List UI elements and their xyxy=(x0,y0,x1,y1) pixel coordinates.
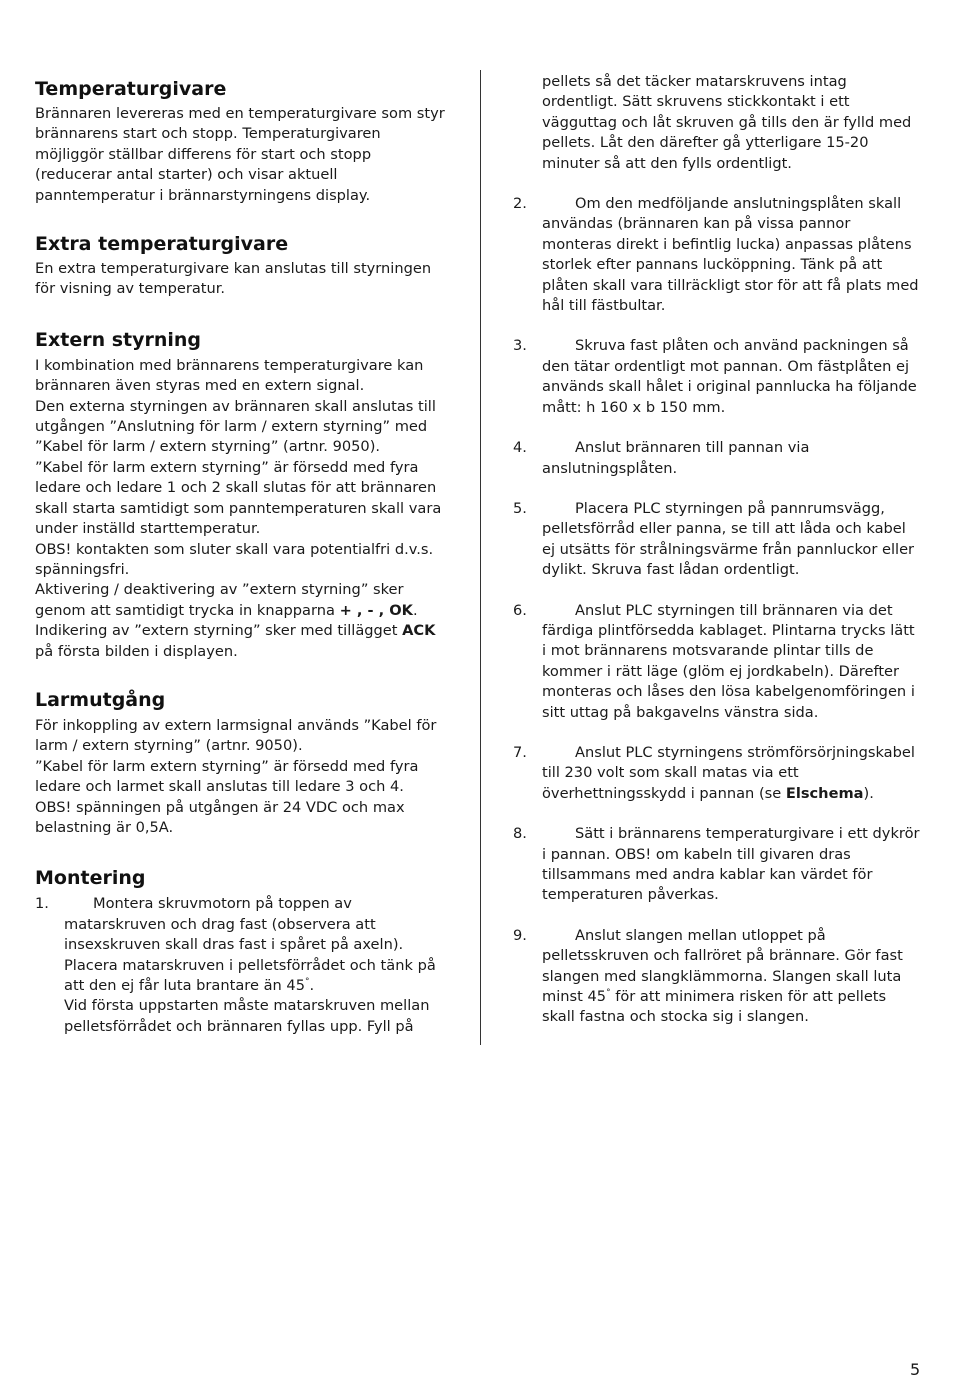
text-line: ordentligt. Sätt skruvens stickkontakt i ett xyxy=(542,93,850,111)
text-line: Anslut brännaren till pannan via xyxy=(575,439,810,457)
heading-larmutgang: Larmutgång xyxy=(35,688,166,711)
item-number: 9. xyxy=(513,926,527,944)
text-line: Anslut PLC styrningen till brännaren via det xyxy=(575,601,893,619)
text-line: panntemperatur i brännarstyrningens display. xyxy=(35,186,371,204)
item-number: 6. xyxy=(513,601,527,619)
text-line: slangen med slangklämmorna. Slangen skall luta xyxy=(542,967,902,985)
text-line: spänningsfri. xyxy=(35,560,130,578)
text-line xyxy=(542,784,923,804)
text-line: Brännaren levereras med en temperaturgivare som styr xyxy=(35,105,445,122)
heading-extern-styrning: Extern styrning xyxy=(35,328,202,351)
text-line: Skruva fast plåten och använd packningen så xyxy=(575,337,909,355)
text-span: Montera skruvmotorn på toppen av xyxy=(93,895,352,913)
item-number: 7. xyxy=(513,743,527,761)
montering-item-9 xyxy=(513,926,923,1028)
text-line: matarskruven och drag fast (observera att xyxy=(64,915,376,933)
text-span: . xyxy=(413,601,418,619)
text-line: temperaturen påverkas. xyxy=(542,886,719,904)
key-combination: + , - , OK xyxy=(339,601,413,619)
text-line: brännaren även styras med en extern signal. xyxy=(35,377,365,395)
text-span: genom att samtidigt trycka in knapparna xyxy=(35,601,340,619)
montering-item-1 xyxy=(35,894,455,1037)
text-line: larm / extern styrning” (artnr. 9050). xyxy=(35,737,303,755)
text-line: ”Kabel för larm extern styrning” är försedd med fyra xyxy=(35,757,419,775)
text-line: färdiga plintförsedda kablaget. Plintarna trycks lätt xyxy=(542,621,915,639)
text-line: tillsammans med andra kablar kan värdet för xyxy=(542,866,873,883)
text-line: Aktivering / deaktivering av ”extern styrning” sker xyxy=(35,581,404,599)
text-line: kommer i rätt läge (glöm ej jordkabeln). Därefter xyxy=(542,662,900,680)
item-number: 1. xyxy=(35,895,49,913)
text-line: Vid första uppstarten måste matarskruven mellan xyxy=(64,997,430,1015)
item-body xyxy=(542,336,923,418)
text-line: En extra temperaturgivare kan anslutas till styrningen xyxy=(35,260,432,278)
text-line: pellets. Låt den därefter gå ytterligare 15-20 xyxy=(542,134,869,152)
item-body xyxy=(542,499,923,581)
section-larm-text xyxy=(35,716,455,838)
section-extra-text xyxy=(35,259,455,300)
section-extern-text xyxy=(35,356,455,662)
item-body xyxy=(542,824,923,906)
text-line: användas (brännaren kan på vissa pannor xyxy=(542,215,851,233)
text-span: för att minimera risken för att pellets xyxy=(610,988,887,1006)
degree-symbol: ° xyxy=(304,977,310,988)
text-span: . xyxy=(309,977,315,994)
heading-montering: Montering xyxy=(35,867,146,890)
left-column xyxy=(35,0,455,1037)
text-line: pelletsskruven och fallröret på brännare. Gör fast xyxy=(542,947,903,965)
text-line: monteras och låses den lösa kabelgenomföringen i xyxy=(542,683,915,701)
text-line: utgången ”Anslutning för larm / extern styrning” med xyxy=(35,418,428,436)
montering-item-4 xyxy=(513,438,923,479)
montering-item-2 xyxy=(513,194,923,316)
text-line: Anslut slangen mellan utloppet på xyxy=(575,926,826,944)
text-line: i mot brännarens motsvarande plintar tills de xyxy=(542,642,874,660)
item-body xyxy=(542,743,923,804)
text-line: anslutningsplåten. xyxy=(542,459,678,477)
text-line: insexskruven skall dras fast i spåret på axeln). xyxy=(64,936,404,954)
text-line: för visning av temperatur. xyxy=(35,280,226,298)
ack-label: ACK xyxy=(402,622,436,640)
page-number: 5 xyxy=(910,1360,921,1379)
text-line: (reducerar antal starter) och visar aktuell xyxy=(35,166,338,184)
text-line: i pannan. OBS! om kabeln till givaren dras xyxy=(542,845,851,863)
item-number: 8. xyxy=(513,825,527,843)
degree-symbol: ° xyxy=(606,988,611,999)
item-number: 4. xyxy=(513,439,527,457)
text-line: OBS! kontakten som sluter skall vara potentialfri d.v.s. xyxy=(35,540,434,558)
montering-item-6 xyxy=(513,601,923,723)
text-line: ledare och larmet skall anslutas till ledare 3 och 4. xyxy=(35,778,404,796)
item-body xyxy=(542,194,923,316)
text-line: plåten skall vara tillräckligt stor för att få plats med xyxy=(542,276,919,294)
text-line: möjliggör ställbar differens för start och stopp xyxy=(35,145,372,163)
item-number: 5. xyxy=(513,499,527,517)
continued-text xyxy=(513,72,923,174)
montering-item-5 xyxy=(513,499,923,581)
item-body xyxy=(542,438,923,479)
text-line: brännarens start och stopp. Temperaturgivaren xyxy=(35,125,381,143)
text-line: monteras direkt i befintlig lucka) anpassas plåtens xyxy=(542,235,912,253)
text-line: belastning är 0,5A. xyxy=(35,818,174,836)
montering-item-3 xyxy=(513,336,923,418)
text-line: Sätt i brännarens temperaturgivare i ett dykrör xyxy=(575,825,920,843)
text-line: ”Kabel för larm extern styrning” är försedd med fyra xyxy=(35,458,419,476)
text-line: pelletsförråd eller panna, se till att låda och kabel xyxy=(542,520,906,538)
text-line: ledare och ledare 1 och 2 skall slutas för att brännaren xyxy=(35,479,437,497)
item-first-line xyxy=(35,894,455,914)
text-line: används skall hålet i original pannlucka ha följande xyxy=(542,378,917,396)
item-body xyxy=(542,601,923,723)
text-line: under inställd starttemperatur. xyxy=(35,520,261,538)
section-temperaturgivare-text xyxy=(35,104,455,206)
item-body xyxy=(542,926,923,1028)
text-line: sitt uttag på bakgavelns vänstra sida. xyxy=(542,703,819,721)
text-span: ). xyxy=(863,784,874,802)
heading-extra-temperaturgivare: Extra temperaturgivare xyxy=(35,233,289,256)
item-number: 2. xyxy=(513,195,527,213)
elschema-reference: Elschema xyxy=(785,784,864,802)
text-line: dylikt. Skruva fast lådan ordentligt. xyxy=(542,561,800,579)
text-line: skall fastna och stocka sig i slangen. xyxy=(542,1008,809,1026)
text-line: minuter så att den fylls ordentligt. xyxy=(542,154,792,172)
text-line: den tätar ordentligt mot pannan. Om fästplåten ej xyxy=(542,357,910,375)
text-line: på första bilden i displayen. xyxy=(35,642,238,660)
text-line xyxy=(542,987,923,1007)
text-span: minst 45 xyxy=(542,988,607,1006)
text-line: ej utsätts för strålningsvärme från pannluckor eller xyxy=(542,540,915,558)
text-line: vägguttag och låt skruven gå tills den är fylld med xyxy=(542,113,912,131)
text-span: Indikering av ”extern styrning” sker med tillägget xyxy=(35,622,403,640)
item-body xyxy=(35,915,455,1037)
text-line xyxy=(64,976,455,996)
text-line: till 230 volt som skall matas via ett xyxy=(542,764,799,782)
text-line xyxy=(35,601,455,621)
text-span: att den ej får luta brantare än 45 xyxy=(64,977,305,994)
text-line: OBS! spänningen på utgången är 24 VDC och max xyxy=(35,798,405,816)
text-line: mått: h 160 x b 150 mm. xyxy=(542,398,726,416)
text-line: Anslut PLC styrningens strömförsörjningskabel xyxy=(575,743,915,761)
text-line: I kombination med brännarens temperaturgivare kan xyxy=(35,356,424,374)
montering-item-7 xyxy=(513,743,923,804)
text-line: hål till fästbultar. xyxy=(542,297,666,315)
column-divider xyxy=(480,70,481,1045)
text-line: Placera matarskruven i pelletsförrådet och tänk på xyxy=(64,956,436,974)
text-line: pellets så det täcker matarskruvens intag xyxy=(542,73,847,90)
text-line: Den externa styrningen av brännaren skall anslutas till xyxy=(35,397,436,415)
text-line: Om den medföljande anslutningsplåten skall xyxy=(575,195,902,213)
text-line: skall starta samtidigt som panntemperaturen skall vara xyxy=(35,499,442,517)
right-column xyxy=(513,0,923,1028)
heading-temperaturgivare: Temperaturgivare xyxy=(35,78,227,100)
item-number: 3. xyxy=(513,337,527,355)
text-line: pelletsförrådet och brännaren fyllas upp. Fyll på xyxy=(64,1017,414,1035)
montering-item-8 xyxy=(513,824,923,906)
text-line xyxy=(35,621,455,641)
text-line: ”Kabel för larm / extern styrning” (artnr. 9050). xyxy=(35,438,381,456)
text-span: överhettningsskydd i pannan (se xyxy=(542,784,786,802)
text-line: storlek efter pannans lucköppning. Tänk på att xyxy=(542,256,883,274)
text-line: Placera PLC styrningen på pannrumsvägg, xyxy=(575,499,885,517)
text-line: För inkoppling av extern larmsignal används ”Kabel för xyxy=(35,716,437,734)
